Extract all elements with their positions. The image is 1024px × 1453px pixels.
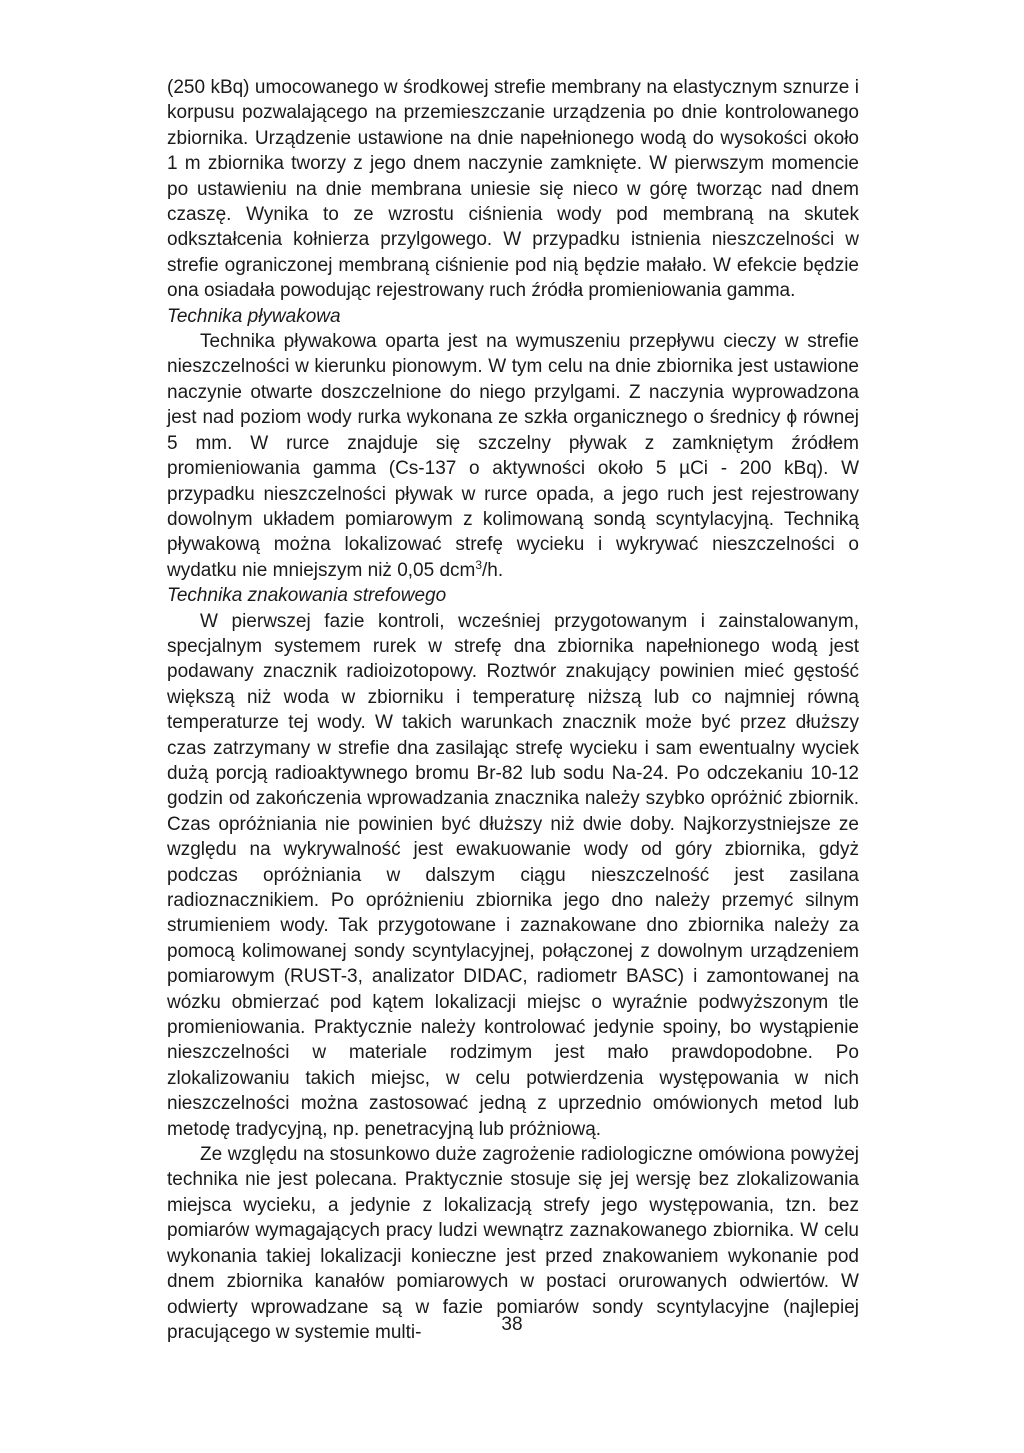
superscript-cube: 3 <box>475 557 483 572</box>
zone-marking-paragraph-1: W pierwszej fazie kontroli, wcześniej przygotowanym i zainstalowanym, specjalnym systemem rurek w strefę dna zbiornika napełnionego wodą jest podawany znacznik radioizotopowy. Roztwór znakujący powinien mieć gęstość większą niż woda w zbiorniku i temperaturę niższą lub co najmniej równą temperaturze tej wody. W takich warunkach znacznik może być przez dłuższy czas zatrzymany w strefie dna zasilając strefę wycieku i sam ewentualny wyciek dużą porcją radioaktywnego bromu Br-82 lub sodu Na-24. Po odczekaniu 10-12 godzin od zakończenia wprowadzania znacznika należy szybko opróżnić zbiornik. Czas opróżniania nie powinien być dłuższy niż dwie doby. Najkorzystniejsze ze względu na wykrywalność jest ewakuowanie wody od góry zbiornika, gdyż podczas opróżniania w dalszym ciągu nieszczelność jest zasilana radioznacznikiem. Po opróżnieniu zbiornika jego dno należy przemyć silnym strumieniem wody. Tak przygotowane i zaznakowane dno zbiornika należy za pomocą kolimowanej sondy scyntylacyjnej, połączonej z dowolnym urządzeniem pomiarowym (RUST-3, analizator DIDAC, radiometr BASC) i zamontowanej na wózku obmierzać pod kątem lokalizacji miejsc o wyraźnie podwyższonym tle promieniowania. Praktycznie należy kontrolować jedynie spoiny, bo wystąpienie nieszczelności w materiale rodzimym jest mało prawdopodobne. Po zlokalizowaniu takich miejsc, w celu potwierdzenia występowania w nich nieszczelności można zastosować jedną z uprzednio omówionych metod lub metodę tradycyjną, np. penetracyjną lub próżniową. <box>167 610 859 1140</box>
section-heading-zone-marking: Technika znakowania strefowego <box>167 585 447 607</box>
zone-marking-paragraph-2: Ze względu na stosunkowo duże zagrożenie radiologiczne omówiona powyżej technika nie jest polecana. Praktycznie stosuje się jej wersję bez zlokalizowania miejsca wycieku, a jedynie z lokalizacją strefy jego występowania, tzn. bez pomiarów wymagających pracy ludzi wewnątrz zaznakowanego zbiornika. W celu wykonania takiej lokalizacji konieczne jest przed znakowaniem wykonanie pod dnem zbiornika kanałów pomiarowych w postaci orurowanych odwiertów. W odwierty wprowadzane są w fazie pomiarów sondy scyntylacyjne (najlepiej pracującego w systemie multi- <box>167 1144 859 1343</box>
document-body <box>167 75 859 1345</box>
float-technique-paragraph <box>167 329 859 583</box>
float-technique-tail: /h. <box>482 559 504 581</box>
section-heading-float-technique: Technika pływakowa <box>167 305 341 327</box>
intro-paragraph: (250 kBq) umocowanego w środkowej strefie membrany na elastycznym sznurze i korpusu pozwalającego na przemieszczanie urządzenia po dnie kontrolowanego zbiornika. Urządzenie ustawione na dnie napełnionego wodą do wysokości około 1 m zbiornika tworzy z jego dnem naczynie zamknięte. W pierwszym momencie po ustawieniu na dnie membrana uniesie się nieco w górę tworząc nad dnem czaszę. Wynika to ze wzrostu ciśnienia wody pod membraną na skutek odkształcenia kołnierza przylgowego. W przypadku istnienia nieszczelności w strefie ograniczonej membraną ciśnienie pod nią będzie małało. W efekcie będzie ona osiadała powodując rejestrowany ruch źródła promieniowania gamma. <box>167 77 859 302</box>
float-technique-text: Technika pływakowa oparta jest na wymuszeniu przepływu cieczy w strefie nieszczelności w kierunku pionowym. W tym celu na dnie zbiornika jest ustawione naczynie otwarte doszczelnione do niego przylgami. Z naczynia wyprowadzona jest nad poziom wody rurka wykonana ze szkła organicznego o średnicy ϕ równej 5 mm. W rurce znajduje się szczelny pływak z zamkniętym źródłem promieniowania gamma (Cs-137 o aktywności około 5 µCi - 200 kBq). W przypadku nieszczelności pływak w rurce opada, a jego ruch jest rejestrowany dowolnym układem pomiarowym z kolimowaną sondą scyntylacyjną. Techniką pływakową można lokalizować strefę wycieku i wykrywać nieszczelności o wydatku nie mniejszym niż 0,05 dcm <box>167 331 859 581</box>
page-number: 38 <box>501 1314 523 1335</box>
